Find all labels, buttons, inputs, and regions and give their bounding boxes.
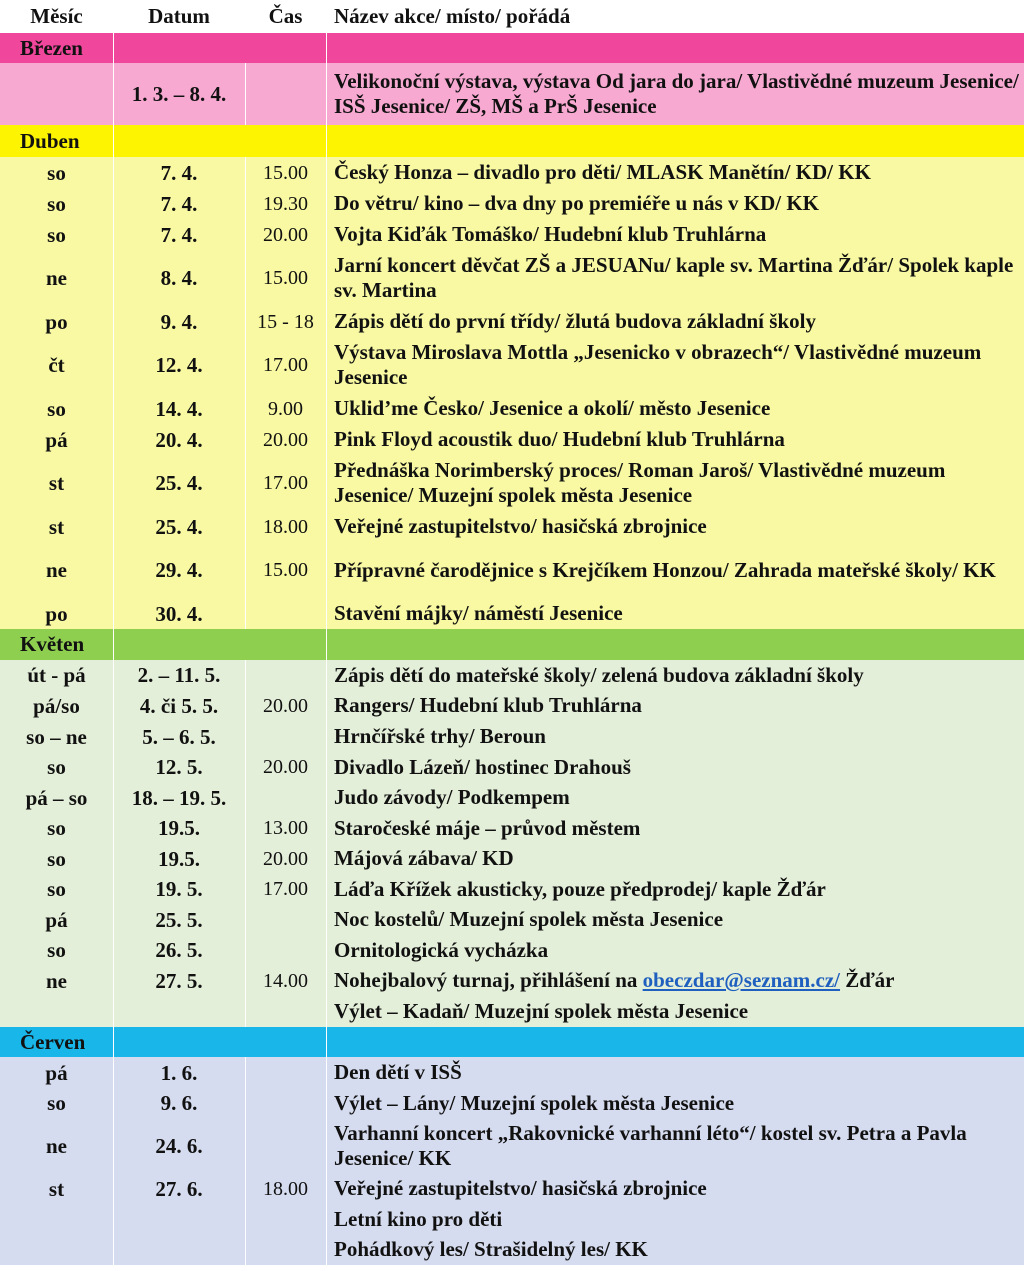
column-divider xyxy=(326,455,327,511)
event-time xyxy=(245,1118,326,1173)
event-date: 7. 4. xyxy=(160,160,198,185)
table-row xyxy=(0,63,1024,126)
table-row xyxy=(0,1204,1024,1235)
event-day: so xyxy=(47,191,66,216)
table-row xyxy=(0,935,1024,966)
event-date: 19.5. xyxy=(158,816,200,840)
event-time xyxy=(245,721,326,752)
event-name: Výlet – Lány/ Muzejní spolek města Jesenice xyxy=(334,1090,735,1115)
event-date: 25. 4. xyxy=(155,514,203,539)
table-row xyxy=(0,843,1024,875)
event-date: 26. 5. xyxy=(155,938,203,962)
column-divider xyxy=(326,598,327,629)
event-day xyxy=(0,63,113,125)
column-divider xyxy=(113,690,114,721)
column-divider xyxy=(113,455,114,511)
event-date: 19. 5. xyxy=(155,877,203,901)
column-divider xyxy=(326,157,327,188)
column-divider xyxy=(326,337,327,393)
event-time: 17.00 xyxy=(263,354,308,376)
column-divider xyxy=(113,393,114,424)
event-name: Judo závody/ Podkempem xyxy=(334,785,570,809)
event-date: 30. 4. xyxy=(155,601,203,626)
column-divider xyxy=(113,1057,114,1088)
column-divider xyxy=(245,542,246,598)
table-row xyxy=(0,874,1024,905)
table-row xyxy=(0,813,1024,844)
month-header-row xyxy=(0,629,1024,660)
column-header-event: Název akce/ místo/ pořádá xyxy=(334,4,571,28)
column-divider xyxy=(326,629,327,660)
column-divider xyxy=(326,1173,327,1204)
column-divider xyxy=(113,424,114,455)
column-divider xyxy=(113,874,114,904)
event-name xyxy=(326,965,1024,996)
table-row xyxy=(0,542,1024,599)
table-row xyxy=(0,904,1024,936)
event-day: st xyxy=(48,514,65,539)
event-time xyxy=(245,63,326,125)
column-divider xyxy=(113,306,114,337)
table-row xyxy=(0,157,1024,189)
event-time: 20.00 xyxy=(263,694,308,717)
column-divider xyxy=(245,935,246,965)
column-divider xyxy=(113,904,114,935)
event-name: Přípravné čarodějnice s Krejčíkem Honzou/ Zahrada mateřské školy/ KK xyxy=(334,557,996,582)
event-name: Láďa Křížek akusticky, pouze předprodej/ kaple Žďár xyxy=(334,876,826,901)
event-name: Přednáška Norimberský proces/ Roman Jaroš/ Vlastivědné muzeum Jesenice/ Muzejní spolek města Jesenice xyxy=(334,458,946,507)
event-time: 15.00 xyxy=(263,267,308,289)
event-date xyxy=(113,996,245,1027)
event-day: st xyxy=(48,471,65,495)
event-date: 8. 4. xyxy=(160,266,198,290)
event-date: 12. 5. xyxy=(155,755,203,779)
column-divider xyxy=(245,306,246,337)
column-divider xyxy=(326,690,327,721)
event-time xyxy=(245,782,326,813)
event-name: Varhanní koncert „Rakovnické varhanní léto“/ kostel sv. Petra a Pavla Jesenice/ KK xyxy=(334,1120,967,1170)
table-row xyxy=(0,965,1024,997)
event-time xyxy=(245,1204,326,1234)
column-header-date: Datum xyxy=(148,4,210,28)
table-row xyxy=(0,752,1024,783)
column-divider xyxy=(326,1204,327,1234)
event-name: Pohádkový les/ Strašidelný les/ KK xyxy=(334,1237,648,1261)
event-name: Veřejné zastupitelstvo/ hasičská zbrojnice xyxy=(334,514,707,538)
event-date: 20. 4. xyxy=(155,427,203,452)
event-date xyxy=(113,1204,245,1234)
event-time: 19.30 xyxy=(263,192,308,215)
column-divider xyxy=(113,157,114,188)
event-day xyxy=(0,996,113,1027)
event-day: út - pá xyxy=(27,663,86,687)
event-name: Den dětí v ISŠ xyxy=(334,1060,462,1084)
event-name: Divadlo Lázeň/ hostinec Drahouš xyxy=(334,754,631,779)
event-date: 19.5. xyxy=(158,846,200,871)
event-time: 9.00 xyxy=(268,397,303,420)
column-divider xyxy=(326,752,327,782)
event-name: Májová zábava/ KD xyxy=(334,846,514,870)
column-divider xyxy=(245,337,246,393)
column-divider xyxy=(245,250,246,306)
column-divider xyxy=(113,1173,114,1204)
column-divider xyxy=(245,1204,246,1234)
event-date: 12. 4. xyxy=(155,353,203,377)
column-divider xyxy=(245,996,246,1027)
column-divider xyxy=(113,511,114,542)
event-date: 1. 3. – 8. 4. xyxy=(131,82,227,106)
event-date: 18. – 19. 5. xyxy=(131,785,227,810)
event-date: 27. 5. xyxy=(155,968,203,993)
month-name: Květen xyxy=(20,632,85,656)
event-day: pá xyxy=(45,907,68,932)
column-divider xyxy=(326,219,327,250)
column-divider xyxy=(245,660,246,690)
event-date: 5. – 6. 5. xyxy=(142,724,216,749)
column-divider xyxy=(245,598,246,629)
table-row xyxy=(0,721,1024,753)
column-header-time: Čas xyxy=(268,4,303,28)
event-time xyxy=(245,1088,326,1118)
table-row xyxy=(0,393,1024,425)
event-time: 20.00 xyxy=(263,756,308,778)
column-divider xyxy=(113,935,114,965)
event-time xyxy=(245,598,326,629)
event-name: Veřejné zastupitelstvo/ hasičská zbrojnice xyxy=(334,1176,707,1200)
table-row xyxy=(0,1173,1024,1205)
event-day: so xyxy=(47,938,66,962)
event-date: 9. 4. xyxy=(160,309,198,334)
event-day: so xyxy=(47,1091,66,1115)
event-day: st xyxy=(48,1176,65,1201)
table-row xyxy=(0,1088,1024,1119)
event-name-text xyxy=(334,968,895,993)
event-date: 1. 6. xyxy=(160,1060,198,1085)
table-header xyxy=(0,0,1024,33)
event-date: 4. či 5. 5. xyxy=(139,693,219,718)
event-date: 27. 6. xyxy=(155,1176,203,1201)
column-divider xyxy=(113,660,114,690)
month-header-row xyxy=(0,1027,1024,1057)
column-divider xyxy=(326,843,327,874)
event-name: Výstava Miroslava Mottla „Jesenicko v obrazech“/ Vlastivědné muzeum Jesenice xyxy=(334,340,982,389)
table-row xyxy=(0,511,1024,543)
event-time: 15 - 18 xyxy=(257,310,314,333)
event-name: Rangers/ Hudební klub Truhlárna xyxy=(334,693,642,717)
event-time: 20.00 xyxy=(263,847,308,870)
column-divider xyxy=(113,843,114,874)
column-divider xyxy=(326,125,327,157)
column-divider xyxy=(245,1173,246,1204)
event-day xyxy=(0,1234,113,1265)
column-divider xyxy=(245,1118,246,1173)
event-day: so – ne xyxy=(26,724,87,749)
event-date xyxy=(113,1234,245,1265)
event-time: 15.00 xyxy=(263,161,308,184)
column-divider xyxy=(113,1027,114,1057)
column-divider xyxy=(113,629,114,660)
event-day: po xyxy=(45,601,68,626)
event-time xyxy=(245,660,326,690)
month-header-row xyxy=(0,125,1024,157)
column-divider xyxy=(326,782,327,813)
event-time xyxy=(245,935,326,965)
event-day: ne xyxy=(46,968,67,993)
table-row xyxy=(0,188,1024,220)
column-divider xyxy=(245,157,246,188)
column-divider xyxy=(326,721,327,752)
column-divider xyxy=(245,874,246,904)
event-time xyxy=(245,1057,326,1088)
event-day: so xyxy=(47,755,66,779)
table-row xyxy=(0,660,1024,691)
column-divider xyxy=(326,393,327,424)
column-divider xyxy=(245,219,246,250)
table-row xyxy=(0,1234,1024,1266)
column-divider xyxy=(113,782,114,813)
event-day: pá xyxy=(45,1060,68,1085)
event-day: ne xyxy=(46,558,67,582)
event-day: ne xyxy=(46,266,67,290)
month-name: Červen xyxy=(20,1029,86,1054)
event-day: pá xyxy=(45,427,68,452)
event-time: 18.00 xyxy=(263,515,308,538)
column-divider xyxy=(113,250,114,306)
column-divider xyxy=(113,1118,114,1173)
column-header-month: Měsíc xyxy=(30,4,83,28)
column-divider xyxy=(113,219,114,250)
month-name: Duben xyxy=(20,128,80,153)
column-divider xyxy=(326,660,327,690)
event-name: Zápis dětí do první třídy/ žlutá budova základní školy xyxy=(334,309,816,333)
column-divider xyxy=(326,188,327,219)
column-divider xyxy=(113,598,114,629)
column-divider xyxy=(245,721,246,752)
event-date: 25. 5. xyxy=(155,907,203,932)
column-divider xyxy=(326,511,327,542)
event-name: Letní kino pro děti xyxy=(334,1206,503,1231)
column-divider xyxy=(326,965,327,996)
column-divider xyxy=(113,33,114,63)
event-date: 29. 4. xyxy=(155,558,203,582)
column-divider xyxy=(113,1088,114,1118)
event-day: pá/so xyxy=(33,693,80,718)
event-name: Stavění májky/ náměstí Jesenice xyxy=(334,601,623,625)
table-row xyxy=(0,219,1024,251)
column-divider xyxy=(113,188,114,219)
column-divider xyxy=(113,63,114,125)
event-time: 17.00 xyxy=(263,472,308,494)
event-day: čt xyxy=(48,353,65,377)
column-divider xyxy=(113,1234,114,1265)
event-name-part: Nohejbalový turnaj, přihlášení na xyxy=(334,968,643,992)
email-link[interactable]: obeczdar@seznam.cz/ xyxy=(642,968,841,992)
event-date: 7. 4. xyxy=(160,191,198,216)
event-date: 24. 6. xyxy=(155,1133,203,1158)
column-divider xyxy=(326,250,327,306)
event-time xyxy=(245,1234,326,1265)
table-row xyxy=(0,455,1024,512)
column-divider xyxy=(245,904,246,935)
column-divider xyxy=(326,874,327,904)
column-divider xyxy=(245,393,246,424)
column-divider xyxy=(245,813,246,843)
event-day: so xyxy=(47,877,66,901)
event-time xyxy=(245,904,326,935)
column-divider xyxy=(245,782,246,813)
column-divider xyxy=(326,542,327,598)
event-name-part: Žďár xyxy=(840,968,895,992)
column-divider xyxy=(326,33,327,63)
column-divider xyxy=(326,1118,327,1173)
event-name: Výlet – Kadaň/ Muzejní spolek města Jesenice xyxy=(334,999,749,1023)
column-divider xyxy=(326,1234,327,1265)
event-name: Hrnčířské trhy/ Beroun xyxy=(334,724,546,748)
column-divider xyxy=(245,965,246,996)
column-divider xyxy=(245,424,246,455)
event-name: Jarní koncert děvčat ZŠ a JESUANu/ kaple sv. Martina Žďár/ Spolek kaple sv. Martina xyxy=(334,253,1014,302)
column-divider xyxy=(113,125,114,157)
event-day: so xyxy=(47,846,66,871)
event-name: Uklid’me Česko/ Jesenice a okolí/ město Jesenice xyxy=(334,396,771,420)
event-time xyxy=(245,996,326,1027)
month-name: Březen xyxy=(20,35,83,60)
column-divider xyxy=(113,337,114,393)
table-row xyxy=(0,306,1024,338)
column-divider xyxy=(245,1088,246,1118)
column-divider xyxy=(326,63,327,125)
table-row xyxy=(0,598,1024,630)
month-header-row xyxy=(0,33,1024,63)
column-divider xyxy=(245,511,246,542)
event-name: Do větru/ kino – dva dny po premiéře u nás v KD/ KK xyxy=(334,191,819,215)
column-divider xyxy=(113,813,114,843)
event-time: 20.00 xyxy=(263,223,308,246)
event-name: Noc kostelů/ Muzejní spolek města Jesenice xyxy=(334,907,724,931)
column-divider xyxy=(245,63,246,125)
event-name: Velikonoční výstava, výstava Od jara do jara/ Vlastivědné muzeum Jesenice/ ISŠ Jesenice/ ZŠ, MŠ a PrŠ Jesenice xyxy=(334,69,1019,118)
event-date: 14. 4. xyxy=(155,396,203,421)
event-date: 25. 4. xyxy=(155,471,203,495)
event-date: 2. – 11. 5. xyxy=(137,663,221,687)
event-name: Vojta Kiďák Tomáško/ Hudební klub Truhlárna xyxy=(334,222,767,246)
column-divider xyxy=(245,455,246,511)
event-time: 17.00 xyxy=(263,878,308,900)
table-row xyxy=(0,1118,1024,1174)
event-day xyxy=(0,1204,113,1234)
event-time: 14.00 xyxy=(263,969,308,992)
column-divider xyxy=(245,1057,246,1088)
event-day: so xyxy=(47,222,66,247)
table-row xyxy=(0,690,1024,722)
column-divider xyxy=(113,752,114,782)
table-row xyxy=(0,1057,1024,1089)
event-date: 9. 6. xyxy=(160,1091,198,1115)
table-row xyxy=(0,337,1024,394)
event-name: Zápis dětí do mateřské školy/ zelená budova základní školy xyxy=(334,662,864,687)
column-divider xyxy=(245,1234,246,1265)
event-name: Ornitologická vycházka xyxy=(334,937,549,962)
event-name: Pink Floyd acoustik duo/ Hudební klub Truhlárna xyxy=(334,427,785,451)
column-divider xyxy=(326,1088,327,1118)
event-day: so xyxy=(47,816,66,840)
column-divider xyxy=(326,1057,327,1088)
event-day: po xyxy=(45,309,68,334)
event-name: Český Honza – divadlo pro děti/ MLASK Manětín/ KD/ KK xyxy=(334,160,871,184)
event-name: Staročeské máje – průvod městem xyxy=(334,815,641,840)
event-time: 15.00 xyxy=(263,559,308,581)
table-row xyxy=(0,250,1024,307)
column-divider xyxy=(113,1204,114,1234)
column-divider xyxy=(113,996,114,1027)
column-divider xyxy=(326,996,327,1027)
event-time: 18.00 xyxy=(263,1177,308,1200)
column-divider xyxy=(245,188,246,219)
column-divider xyxy=(113,721,114,752)
column-divider xyxy=(326,813,327,843)
column-divider xyxy=(113,965,114,996)
event-day: so xyxy=(47,396,66,421)
table-row xyxy=(0,782,1024,814)
table-row xyxy=(0,424,1024,456)
event-day: pá – so xyxy=(25,785,88,810)
column-divider xyxy=(326,424,327,455)
column-divider xyxy=(326,935,327,965)
column-divider xyxy=(245,690,246,721)
event-day: so xyxy=(47,160,66,185)
column-divider xyxy=(326,306,327,337)
event-date: 7. 4. xyxy=(160,222,198,247)
column-divider xyxy=(113,542,114,598)
column-divider xyxy=(245,752,246,782)
event-time: 20.00 xyxy=(263,428,308,451)
event-time: 13.00 xyxy=(263,817,308,839)
column-divider xyxy=(326,904,327,935)
column-divider xyxy=(326,1027,327,1057)
event-day: ne xyxy=(46,1133,67,1158)
table-row xyxy=(0,996,1024,1028)
column-divider xyxy=(245,843,246,874)
